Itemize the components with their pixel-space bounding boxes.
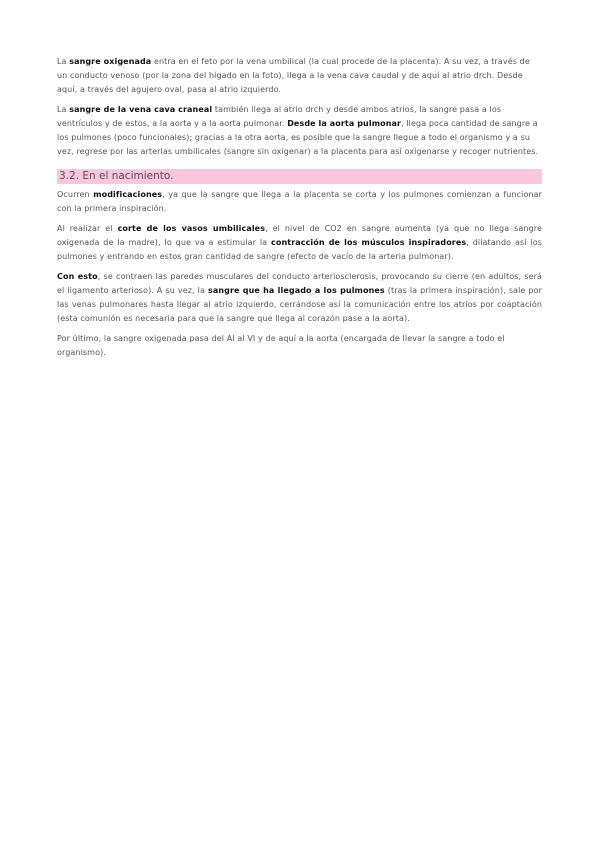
bold-term: corte de los vasos umbilicales (117, 224, 266, 233)
text: (tras la primera inspiración), sale por las venas pulmonares hasta llegar al atrio izquierdo, cerrándose así la comunicación entre los atrios por coaptación (esta comunión es necesaria para que la sangre que llega al corazón pase a la aorta). (57, 286, 542, 323)
bold-term: Con esto (57, 272, 98, 281)
bold-term: sangre oxigenada (69, 57, 152, 66)
text: también llega al atrio drch y desde ambos atrios, la sangre pasa a los ventrículos y de estos, a la aorta y a la aorta pulmonar. (57, 105, 502, 128)
text: , llega poca cantidad de sangre a los pulmones (poco funcionales); gracias a la otra aorta, es posible que la sangre llegue a todo el organismo y a su vez, regrese por las arterias umbilicales (sangre sin oxigenar) a la placenta para así oxigenarse y recoger nutrientes. (57, 119, 539, 156)
bold-term: contracción de los músculos inspiradores (271, 238, 467, 247)
paragraph-oxygenated-blood (57, 55, 542, 97)
text: Por último, la sangre oxigenada pasa del AI al VI y de aquí a la aorta (encargada de llevar la sangre a todo el organismo). (57, 334, 505, 357)
text: , dilatando así los pulmones y entrando en estos gran cantidad de sangre (efecto de vacío de la arteria pulmonar). (57, 238, 542, 261)
paragraph-vena-cava-craneal (57, 103, 542, 159)
document-page (57, 55, 542, 366)
text: , el nivel de CO2 en sangre aumenta (ya que no llega sangre oxigenada de la madre), lo que va a estimular la (57, 224, 542, 247)
bold-term: Desde la aorta pulmonar (287, 119, 402, 128)
text: La (57, 105, 70, 114)
text: , se contraen las paredes musculares del conducto arteriosclerosis, provocando su cierre (en adultos, será el ligamento arterioso). A su vez, la (57, 272, 542, 295)
text: Al realizar el (57, 224, 118, 233)
paragraph-por-ultimo (57, 332, 542, 360)
section-heading: 3.2. En el nacimiento. (57, 169, 542, 184)
text: entra en el feto por la vena umbilical (la cual procede de la placenta). A su vez, a través de un conducto venoso (por la zona del hígado en la foto), llega a la vena cava caudal y de aquí al atrio drch. Desde aquí, a través del agujero oval, pasa al atrio izquierdo. (57, 57, 530, 94)
paragraph-corte-vasos (57, 222, 542, 264)
text: , ya que la sangre que llega a la placenta se corta y los pulmones comienzan a funcionar con la primera inspiración. (57, 190, 542, 213)
bold-term: modificaciones (93, 190, 163, 199)
bold-term: sangre que ha llegado a los pulmones (207, 286, 385, 295)
paragraph-modificaciones (57, 188, 542, 216)
text: La (57, 57, 70, 66)
paragraph-con-esto (57, 270, 542, 326)
text: Ocurren (57, 190, 94, 199)
bold-term: sangre de la vena cava craneal (69, 105, 213, 114)
